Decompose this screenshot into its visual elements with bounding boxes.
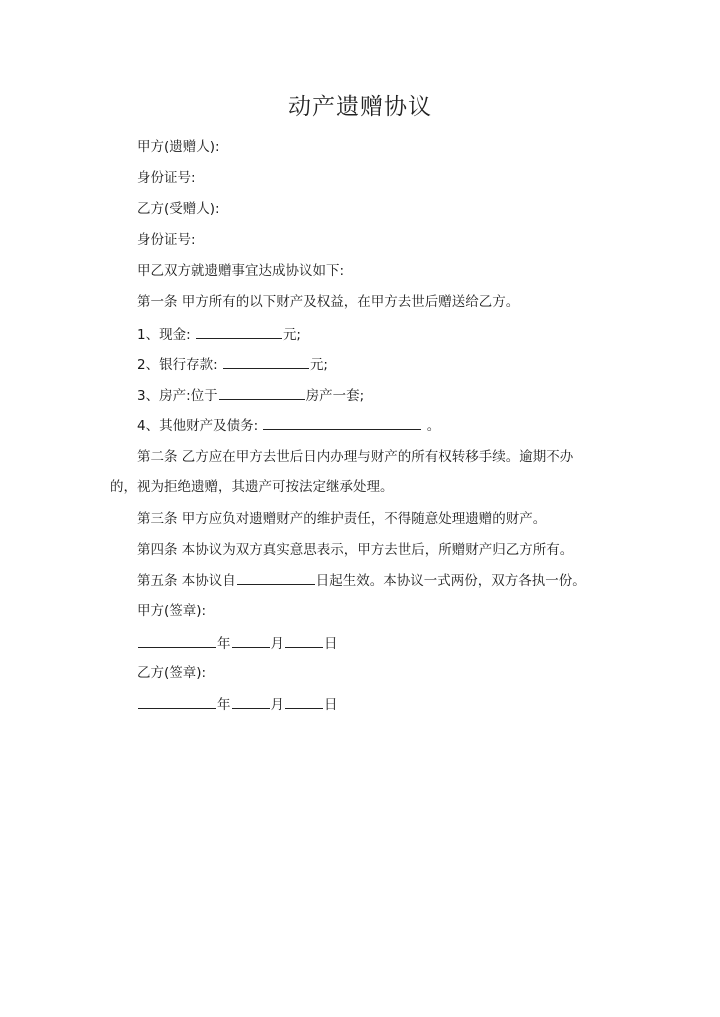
article-5 — [137, 570, 586, 591]
party-b-label: 乙方(受赠人): — [137, 201, 220, 217]
bank-blank-field[interactable] — [223, 354, 309, 369]
item-other-label: 4、其他财产及债务: — [137, 418, 259, 434]
sign-b-day-field[interactable] — [285, 694, 323, 709]
party-a-label: 甲方(遗赠人): — [137, 139, 220, 155]
day-label: 日 — [324, 636, 338, 652]
cash-blank-field[interactable] — [196, 324, 282, 339]
party-a-id-label: 身份证号: — [137, 170, 196, 186]
article-5-prefix: 第五条 本协议自 — [137, 573, 236, 589]
document-title: 动产遗赠协议 — [288, 94, 432, 120]
sign-a-date — [137, 633, 338, 654]
article-4: 第四条 本协议为双方真实意思表示，甲方去世后，所赠财产归乙方所有。 — [137, 542, 574, 558]
item-other-suffix: 。 — [426, 418, 441, 434]
article-2-line-2: 的，视为拒绝遗赠，其遗产可按法定继承处理。 — [110, 479, 394, 495]
effective-date-blank-field[interactable] — [237, 570, 315, 585]
year-label: 年 — [217, 636, 231, 652]
sign-b-signature-field[interactable] — [138, 694, 216, 709]
property-blank-field[interactable] — [219, 385, 305, 400]
day-label: 日 — [324, 697, 338, 713]
item-cash-suffix: 元; — [282, 327, 301, 343]
month-label: 月 — [270, 636, 284, 652]
year-label: 年 — [217, 697, 231, 713]
item-cash-label: 1、现金: — [137, 327, 191, 343]
item-other — [137, 415, 440, 436]
sign-b-date — [137, 694, 338, 715]
sign-a-day-field[interactable] — [285, 633, 323, 648]
sign-a-month-field[interactable] — [232, 633, 270, 648]
intro-text: 甲乙双方就遗赠事宜达成协议如下: — [137, 263, 345, 279]
other-blank-field[interactable] — [263, 415, 421, 430]
article-5-suffix: 日起生效。本协议一式两份，双方各执一份。 — [315, 573, 586, 589]
article-3: 第三条 甲方应负对遗赠财产的维护责任，不得随意处理遗赠的财产。 — [137, 511, 547, 527]
item-bank-deposit — [137, 354, 328, 375]
item-property-label: 3、房产:位于 — [137, 388, 218, 404]
sign-a-label: 甲方(签章): — [137, 603, 207, 619]
month-label: 月 — [270, 697, 284, 713]
party-b-id-label: 身份证号: — [137, 232, 196, 248]
item-bank-label: 2、银行存款: — [137, 357, 218, 373]
item-property — [137, 385, 364, 406]
item-bank-suffix: 元; — [309, 357, 328, 373]
sign-b-label: 乙方(签章): — [137, 665, 207, 681]
item-property-suffix: 房产一套; — [305, 388, 365, 404]
sign-a-signature-field[interactable] — [138, 633, 216, 648]
sign-b-month-field[interactable] — [232, 694, 270, 709]
article-1: 第一条 甲方所有的以下财产及权益，在甲方去世后赠送给乙方。 — [137, 294, 520, 310]
article-2-line-1: 第二条 乙方应在甲方去世后日内办理与财产的所有权转移手续。逾期不办 — [137, 449, 574, 465]
item-cash — [137, 324, 301, 345]
